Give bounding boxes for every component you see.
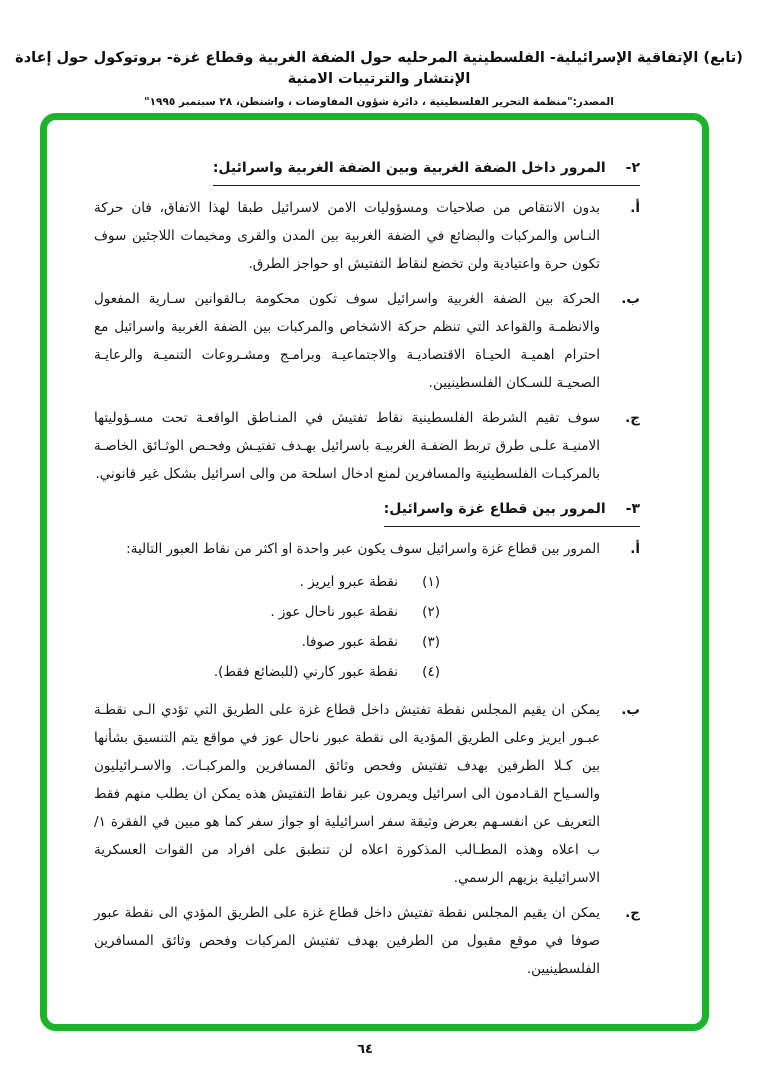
list-item-text: نقطة عبور كارني (للبضائع فقط). [213, 664, 398, 680]
page-number: ٦٤ [357, 1042, 373, 1057]
clause-marker: ج. [625, 410, 640, 426]
clause-item [94, 404, 640, 488]
clause-marker: أ. [630, 541, 640, 557]
list-item-text: نقطة عبور ناحال عوز . [270, 604, 398, 620]
section-3-title: المرور بين قطاع غزة واسرائيل: [383, 501, 606, 517]
document-body [94, 150, 640, 990]
section-3-heading [94, 495, 640, 527]
list-item [94, 657, 440, 687]
clause-item [94, 285, 640, 397]
clause-item [94, 194, 640, 278]
document-title: (تابع) الإتفاقية الإسرائيلية- الفلسطينية المرحليه حول الضفة الغربية وقطاع غزة- بروتوكول حول إعادة الإنتشار والترتيبات الامنية [15, 50, 743, 88]
section-gaza-movement [94, 495, 640, 983]
list-item-number: (٢) [422, 604, 440, 620]
section-2-heading [94, 154, 640, 186]
document-source-line: المصدر:"منظمة التحرير الفلسطينية ، دائرة شؤون المفاوضات ، واشنطن، ٢٨ سبتمبر ١٩٩٥" [144, 96, 614, 109]
list-item [94, 567, 440, 597]
list-item-number: (١) [422, 574, 440, 590]
clause-text: سوف تقيم الشرطة الفلسطينية نقاط تفتيش في المنـاطق الواقعـة تحت مسـؤوليتها الامنيـة علـى طرق تربط الضفـة الغربيـة باسرائيل بهـدف تفتيـش وفحـص الوثـائق الخاصـة بالمركبـات الفلسطينية والمسافرين لمنع ادخال اسلحة من والى اسرائيل بشكل غير قانوني. [94, 410, 600, 482]
list-item-text: نقطة عبور صوفا. [301, 634, 398, 650]
clause-marker: ب. [621, 291, 640, 307]
clause-text: الحركة بين الضفة الغربية واسرائيل سوف تكون محكومة بـالقوانين سـارية المفعول والانظمـة والقواعد التي تنظم حركة الاشخاص والمركبات بين الضفة الغربية واسرائيل مع احترام اهميـة الحيـاة الاقتصاديـة والاجتماعيـة وبرامـج ومشـروعات التنميـة والرعايـة الصحيـة للسـكان الفلسطينيين. [94, 291, 600, 391]
section-3-number: ٣- [625, 501, 640, 517]
list-item-number: (٤) [422, 664, 440, 680]
crossing-points-list [94, 567, 440, 687]
clause-text: يمكن ان يقيم المجلس نقطة تفتيش داخل قطاع غزة على الطريق المؤدي الى نقطة عبور صوفا في موقع مقبول من الطرفين بهدف تفتيش المركبات وفحص وثائق المسافرين الفلسطينيين. [94, 905, 600, 977]
clause-text: يمكن ان يقيم المجلس نقطة تفتيش داخل قطاع غزة على الطريق التي تؤدي الـى نقطـة عبـور ايريز وعلى الطريق المؤدية الى نقطة عبور ناحال عوز في مواقع يتم التنسيق بشأنها بين كـلا الطرفين بهدف تفتيش وفحص وثائق المسافرين والمركبـات. والاسـرائيليون والسـياح القـادمون الى اسرائيل ويمرون عبر نقاط التفتيش هذه يمكن ان يطلب منهم فقط التعريف عن انفسـهم بعرض وثيقة سفر اسرائيلية او جواز سفر كما هو مبين في الفقرة ١/ب اعلاه وهذه المطـالب المذكورة اعلاه لن تنطبق على افراد من القوات العسكرية الاسرائيلية بزيهم الرسمي. [94, 702, 600, 886]
clause-text: المرور بين قطاع غزة واسرائيل سوف يكون عبر واحدة او اكثر من نقاط العبور التالية: [126, 541, 600, 557]
clause-marker: أ. [630, 200, 640, 216]
list-item-number: (٣) [422, 634, 440, 650]
clause-marker: ج. [625, 905, 640, 921]
clause-item [94, 696, 640, 892]
clause-item [94, 899, 640, 983]
clause-text: بدون الانتقاص من صلاحيات ومسؤوليات الامن لاسرائيل طبقا لهذا الاتفاق، فان حركة النـاس والمركبات والبضائع في الضفة الغربية بين المدن والقرى ومخيمات اللاجئين سوف تكون حرة واعتيادية ولن تخضع لنقاط التفتيش او حواجز الطرق. [94, 200, 600, 272]
clause-marker: ب. [621, 702, 640, 718]
document-header [10, 48, 748, 108]
list-item [94, 597, 440, 627]
clause-item [94, 535, 640, 689]
section-west-bank-movement [94, 154, 640, 488]
list-item-text: نقطة عبرو ايريز . [299, 574, 398, 590]
section-2-title: المرور داخل الضفة الغربية وبين الضفة الغربية واسرائيل: [212, 160, 606, 176]
list-item [94, 627, 440, 657]
section-2-number: ٢- [625, 160, 640, 176]
